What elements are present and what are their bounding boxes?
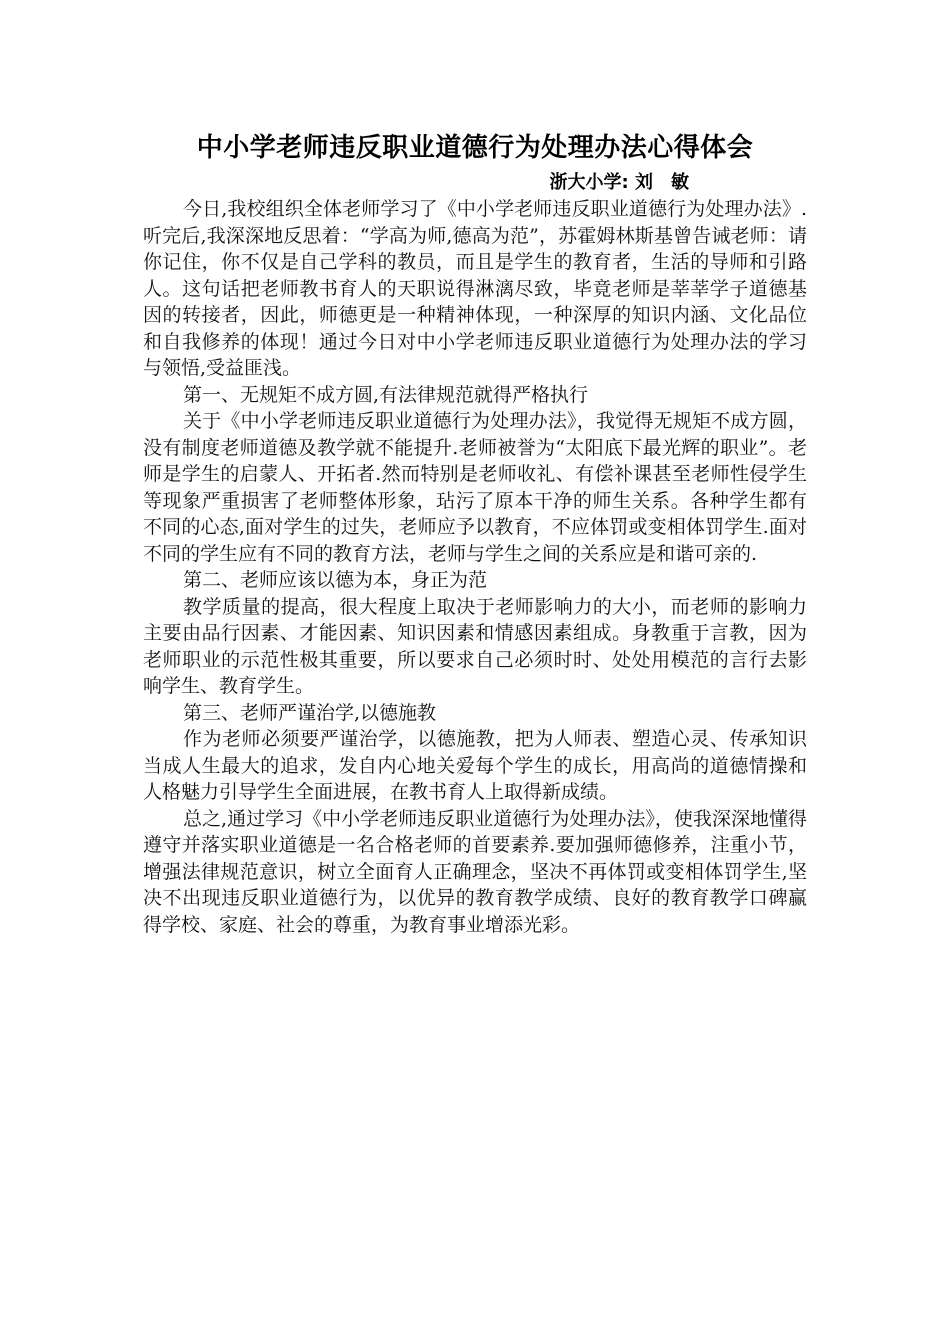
- intro-paragraph: 今日,我校组织全体老师学习了《中小学老师违反职业道德行为处理办法》.听完后,我深深地反思着：“学高为师,德高为范”，苏霍姆林斯基曾告诫老师：请你记住，你不仅是自己学科的教员，而且是学生的教育者，生活的导师和引路人。这句话把老师教书育人的天职说得淋漓尽致，毕竟老师是莘莘学子道德基因的转接者，因此，师德更是一种精神体现，一种深厚的知识内涵、文化品位和自我修养的体现！通过今日对中小学老师违反职业道德行为处理办法的学习与领悟,受益匪浅。: [143, 198, 807, 379]
- section-heading-2: 第二、老师应该以德为本，身正为范: [183, 569, 488, 591]
- document-body: [143, 196, 807, 938]
- section-body-2: 教学质量的提高，很大程度上取决于老师影响力的大小，而老师的影响力主要由品行因素、才能因素、知识因素和情感因素组成。身教重于言教，因为老师职业的示范性极其重要，所以要求自己必须时时、处处用模范的言行去影响学生、教育学生。: [143, 595, 807, 697]
- section-heading-1: 第一、无规矩不成方圆,有法律规范就得严格执行: [183, 383, 589, 406]
- conclusion-paragraph: 总之,通过学习《中小学老师违反职业道德行为处理办法》，使我深深地懂得遵守并落实职业道德是一名合格老师的首要素养.要加强师德修养，注重小节，增强法律规范意识，树立全面育人正确理念，坚决不再体罚或变相体罚学生,坚决不出现违反职业道德行为，以优异的教育教学成绩、良好的教育教学口碑赢得学校、家庭、社会的尊重，为教育事业增添光彩。: [143, 807, 807, 936]
- author-line: 浙大小学: 刘 敏: [549, 172, 689, 193]
- section-heading-3: 第三、老师严谨治学,以德施教: [183, 701, 437, 724]
- section-body-1: 关于《中小学老师违反职业道德行为处理办法》，我觉得无规矩不成方圆，没有制度老师道德及教学就不能提升.老师被誉为“太阳底下最光辉的职业”。老师是学生的启蒙人、开拓者.然而特别是老师收礼、有偿补课甚至老师性侵学生等现象严重损害了老师整体形象，玷污了原本干净的师生关系。各种学生都有不同的心态,面对学生的过失，老师应予以教育，不应体罚或变相体罚学生.面对不同的学生应有不同的教育方法，老师与学生之间的关系应是和谐可亲的.: [143, 410, 807, 565]
- document-page: [143, 128, 807, 938]
- document-title: 中小学老师违反职业道德行为处理办法心得体会: [196, 133, 754, 163]
- section-body-3: 作为老师必须要严谨治学，以德施教，把为人师表、塑造心灵、传承知识当成人生最大的追求，发自内心地关爱每个学生的成长，用高尚的道德情操和人格魅力引导学生全面进展，在教书育人上取得新成绩。: [143, 728, 807, 803]
